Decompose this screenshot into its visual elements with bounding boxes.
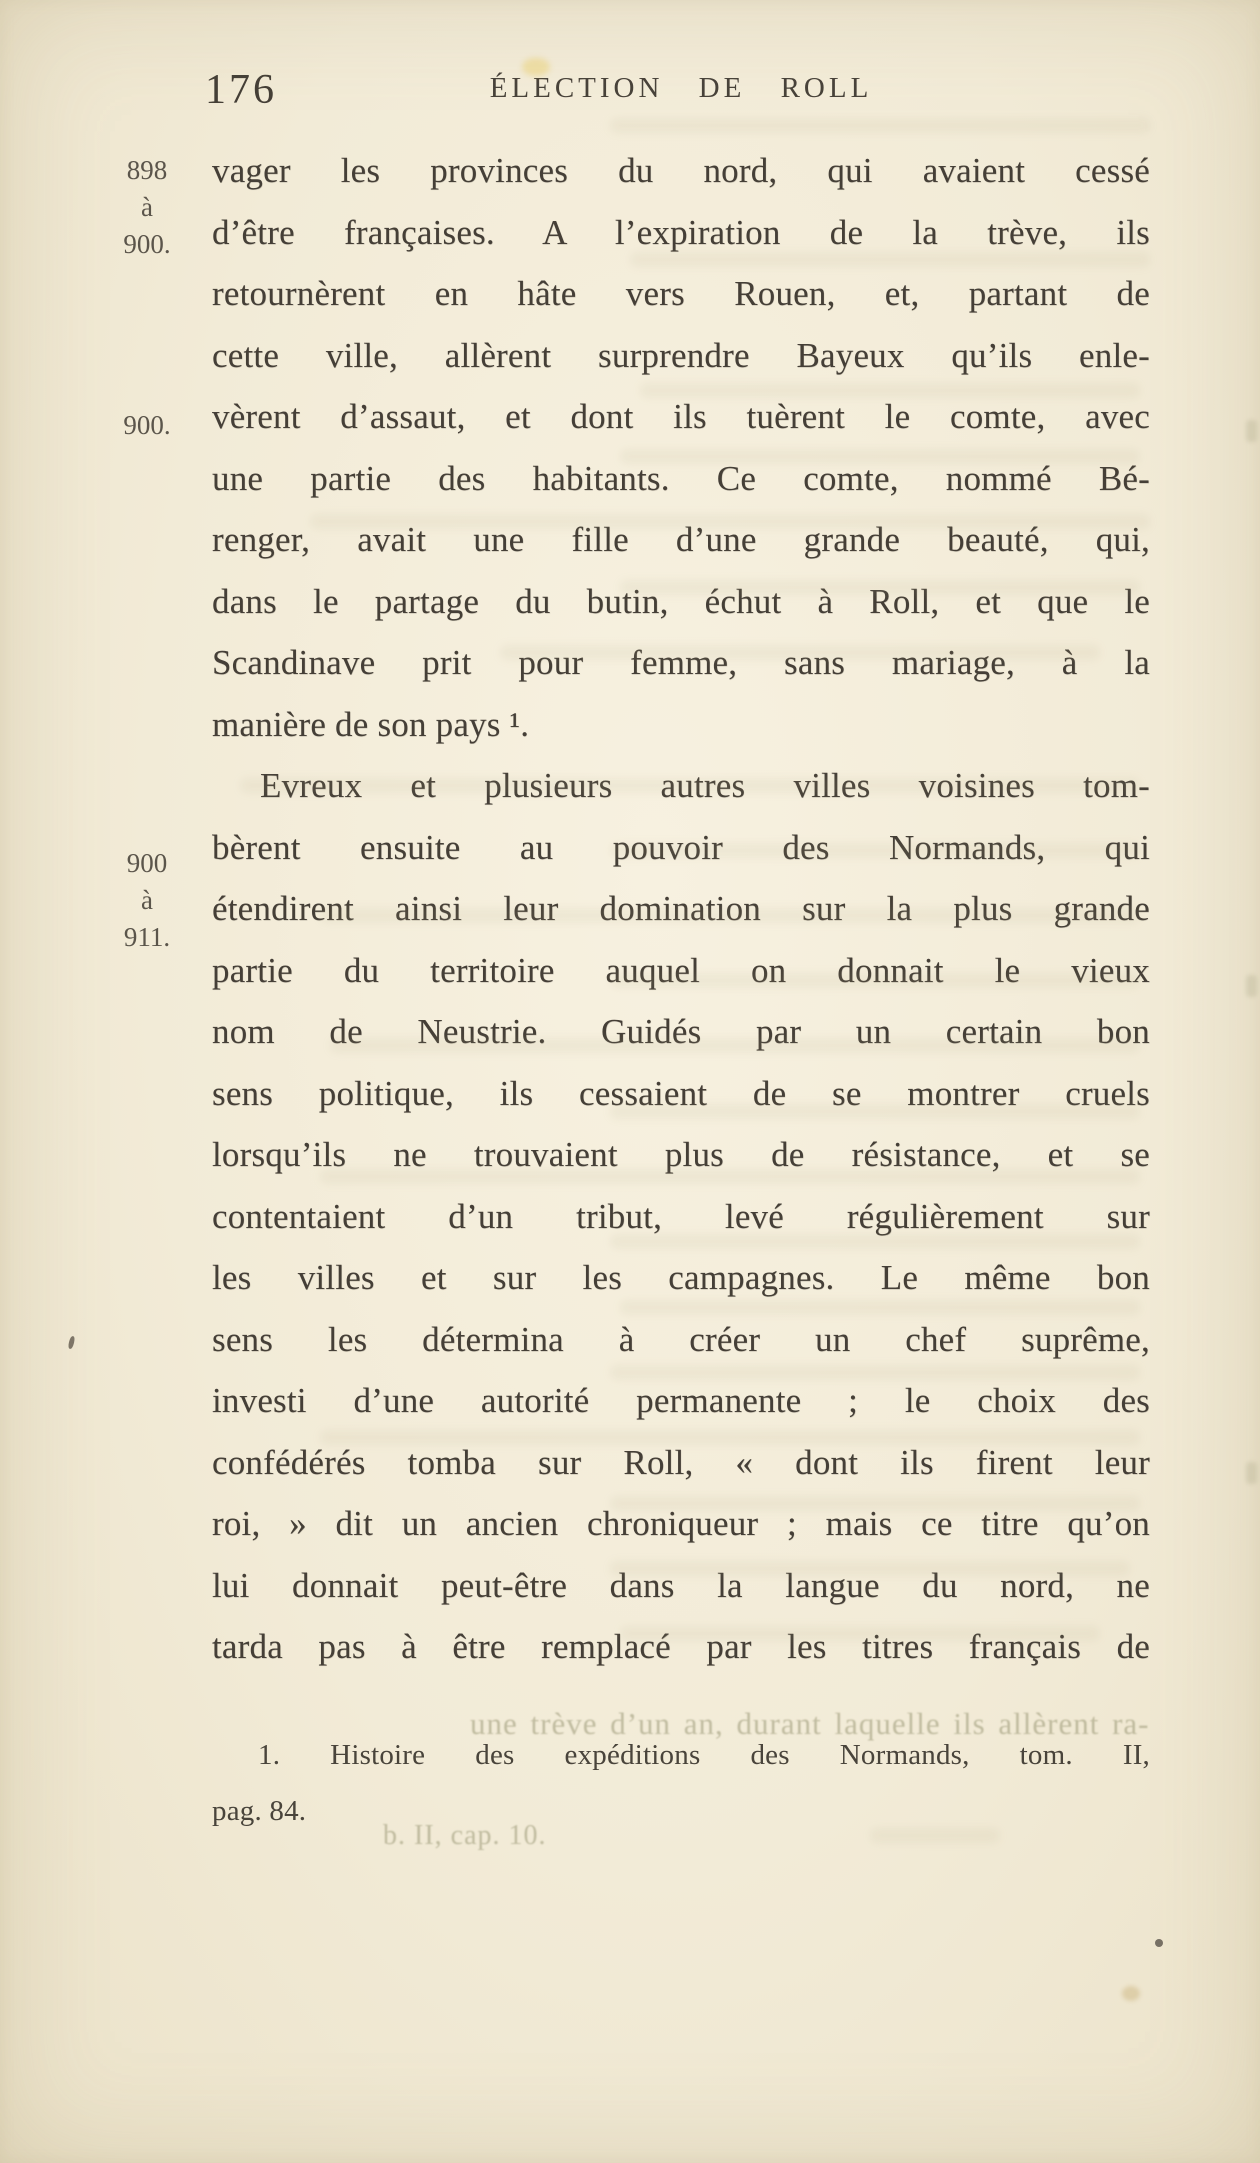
margin-note-line: 911. bbox=[123, 922, 171, 952]
body-line-paragraph-start: Evreux et plusieurs autres villes voisines tom- bbox=[260, 766, 1150, 805]
body-line: les villes et sur les campagnes. Le même bon bbox=[212, 1258, 1150, 1297]
page-edge-artifact bbox=[1246, 1462, 1257, 1484]
body-line: nom de Neustrie. Guidés par un certain bon bbox=[212, 1012, 1150, 1051]
body-line: bèrent ensuite au pouvoir des Normands, qui bbox=[212, 827, 1150, 867]
body-line: sens politique, ils cessaient de se montrer cruels bbox=[212, 1073, 1150, 1113]
body-line: vager les provinces du nord, qui avaient cessé bbox=[212, 151, 1150, 190]
margin-note-line: 900 bbox=[126, 848, 168, 878]
page-edge-artifact bbox=[1246, 975, 1257, 997]
body-line: tarda pas à être remplacé par les titres français de bbox=[212, 1627, 1150, 1666]
body-line: roi, » dit un ancien chroniqueur ; mais ce titre qu’on bbox=[212, 1504, 1150, 1543]
body-line: vèrent d’assaut, et dont ils tuèrent le comte, avec bbox=[212, 397, 1150, 436]
bleed-through-text: une trève d’un an, durant laquelle ils allèrent ra- bbox=[470, 1706, 1150, 1741]
body-text bbox=[212, 140, 1150, 1678]
margin-note-line: 900. bbox=[123, 410, 171, 440]
margin-note-900 bbox=[92, 407, 202, 444]
body-line: lorsqu’ils ne trouvaient plus de résistance, et se bbox=[212, 1135, 1150, 1174]
body-line: d’être françaises. A l’expiration de la trève, ils bbox=[212, 212, 1150, 252]
body-line-paragraph-end: manière de son pays ¹. bbox=[212, 704, 530, 744]
body-line: contentaient d’un tribut, levé régulièrement sur bbox=[212, 1196, 1150, 1236]
body-line: lui donnait peut-être dans la langue du nord, ne bbox=[212, 1565, 1150, 1605]
footnote bbox=[212, 1727, 1150, 1839]
page-number: 176 bbox=[205, 67, 277, 113]
margin-note-898-900 bbox=[92, 152, 202, 263]
margin-note-line: à bbox=[141, 192, 153, 222]
running-title: ÉLECTION DE ROLL bbox=[489, 72, 873, 104]
paper-stain bbox=[1122, 1986, 1140, 2001]
body-line: Scandinave prit pour femme, sans mariage, à la bbox=[212, 643, 1150, 682]
body-line: investi d’une autorité permanente ; le choix des bbox=[212, 1381, 1150, 1420]
body-line: partie du territoire auquel on donnait le vieux bbox=[212, 950, 1150, 990]
footnote-line: pag. 84. bbox=[212, 1795, 307, 1827]
page-edge-artifact bbox=[1246, 420, 1257, 442]
margin-note-line: à bbox=[141, 885, 153, 915]
ink-mark bbox=[68, 1336, 76, 1350]
body-line: confédérés tomba sur Roll, « dont ils firent leur bbox=[212, 1442, 1150, 1482]
body-line: étendirent ainsi leur domination sur la plus grande bbox=[212, 889, 1150, 928]
body-line: sens les détermina à créer un chef suprême, bbox=[212, 1319, 1150, 1359]
body-line: cette ville, allèrent surprendre Bayeux qu’ils enle- bbox=[212, 335, 1150, 375]
margin-note-line: 900. bbox=[123, 229, 171, 259]
footnote-line: 1. Histoire des expéditions des Normands, tom. II, bbox=[258, 1739, 1150, 1771]
body-line: renger, avait une fille d’une grande beauté, qui, bbox=[212, 520, 1150, 559]
ink-speck bbox=[1155, 1939, 1163, 1947]
body-line: une partie des habitants. Ce comte, nommé Bé- bbox=[212, 458, 1150, 498]
margin-note-900-911 bbox=[92, 845, 202, 956]
bleed-through-text: b. II, cap. 10. bbox=[383, 1820, 547, 1851]
body-line: dans le partage du butin, échut à Roll, et que le bbox=[212, 581, 1150, 621]
margin-note-line: 898 bbox=[126, 155, 168, 185]
body-line: retournèrent en hâte vers Rouen, et, partant de bbox=[212, 274, 1150, 313]
bleed-through-artifact bbox=[610, 118, 1150, 133]
